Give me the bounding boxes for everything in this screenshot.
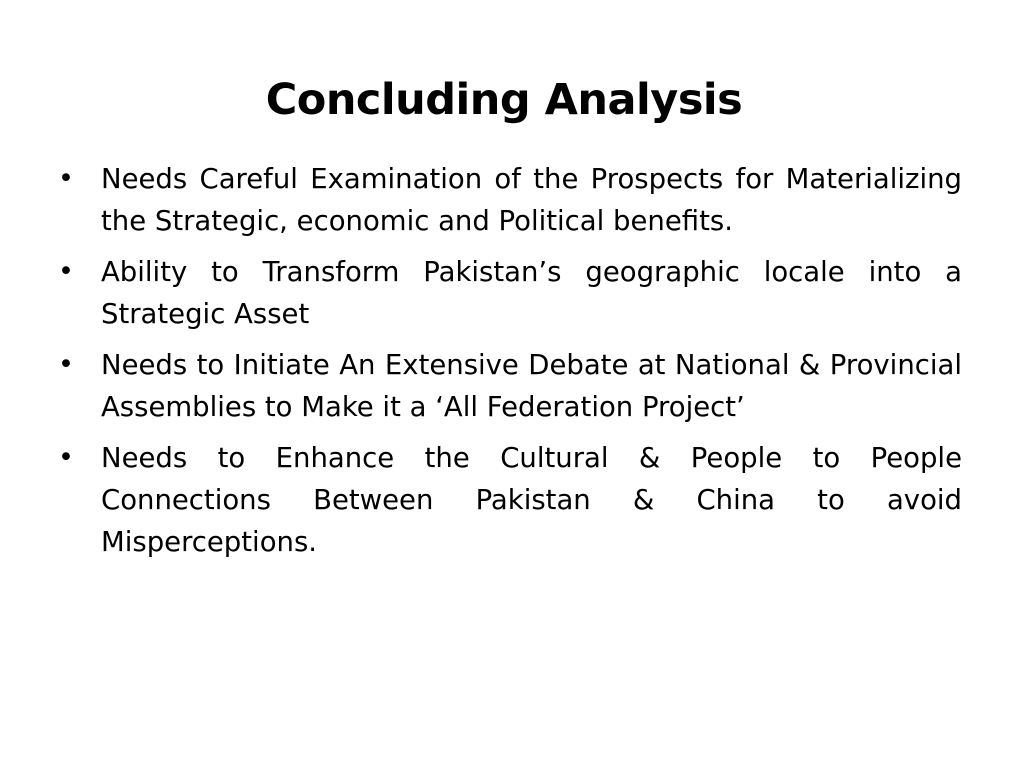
bullet-icon: • [58,442,74,473]
bullet-icon: • [58,163,74,194]
bullet-icon: • [58,256,74,287]
list-item [58,344,962,428]
list-item [58,251,962,335]
bullet-text: Needs to Initiate An Extensive Debate at National & Provincial Assemblies to Make it a ‘All Federation Project’ [101,349,962,423]
bullet-text: Needs Careful Examination of the Prospects for Materializing the Strategic, economic and Political benefits. [101,163,962,237]
bullet-text: Ability to Transform Pakistan’s geographic locale into a Strategic Asset [101,256,962,330]
bullet-list [58,158,962,572]
bullet-text: Needs to Enhance the Cultural & People to People Connections Between Pakistan & China to avoid Misperceptions. [101,442,962,558]
bullet-icon: • [58,349,74,380]
list-item [58,158,962,242]
slide-title: Concluding Analysis [265,75,743,125]
list-item [58,437,962,563]
